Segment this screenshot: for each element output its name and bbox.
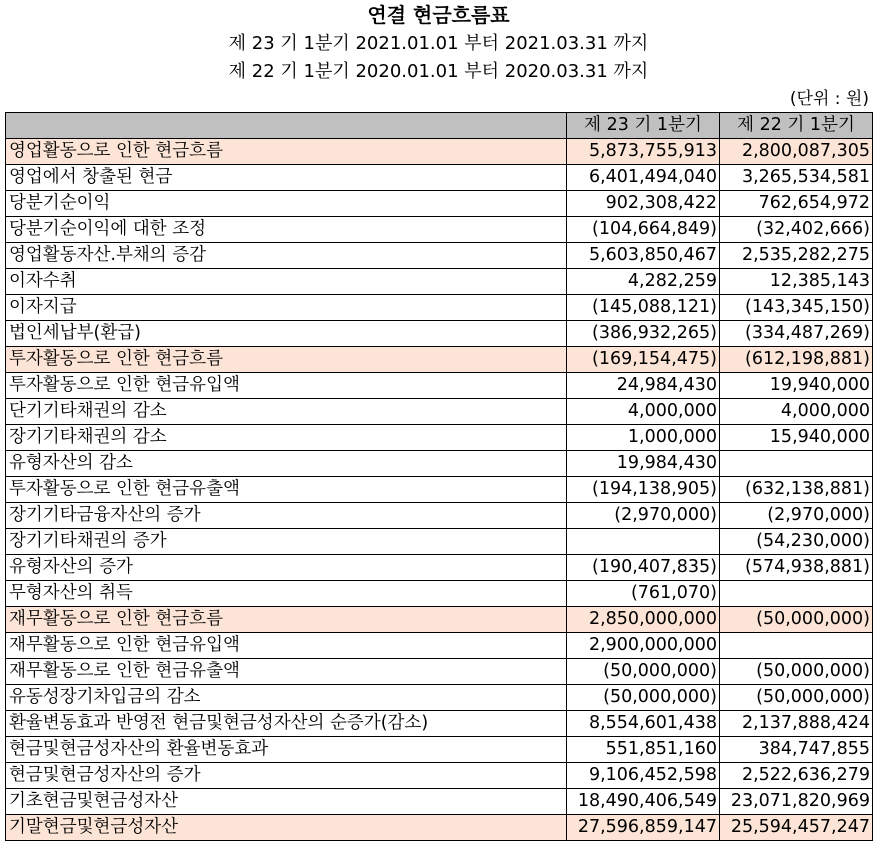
unit-label: (단위 : 원) (789, 89, 869, 109)
table-row (6, 165, 873, 191)
previous-period-value: 12,385,143 (720, 269, 873, 295)
current-period-value: 27,596,859,147 (567, 815, 720, 841)
row-label: 무형자산의 취득 (6, 581, 567, 607)
previous-period-value: 25,594,457,247 (720, 815, 873, 841)
section-row (6, 139, 873, 165)
table-row (6, 269, 873, 295)
statement-title: 연결 현금흐름표 (367, 3, 510, 27)
table-row (6, 737, 873, 763)
previous-period-value (720, 451, 873, 477)
previous-period-value: 23,071,820,969 (720, 789, 873, 815)
table-row (6, 503, 873, 529)
row-label: 단기기타채권의 감소 (6, 399, 567, 425)
current-period-value: (190,407,835) (567, 555, 720, 581)
row-label: 재무활동으로 인한 현금흐름 (6, 607, 567, 633)
row-label: 영업에서 창출된 현금 (6, 165, 567, 191)
current-period-value: 551,851,160 (567, 737, 720, 763)
row-label: 장기기타금융자산의 증가 (6, 503, 567, 529)
previous-period-value: 3,265,534,581 (720, 165, 873, 191)
row-label: 투자활동으로 인한 현금흐름 (6, 347, 567, 373)
current-period-value: (169,154,475) (567, 347, 720, 373)
row-label: 유형자산의 감소 (6, 451, 567, 477)
previous-period-value: (54,230,000) (720, 529, 873, 555)
previous-period-value: 15,940,000 (720, 425, 873, 451)
current-period-value: (104,664,849) (567, 217, 720, 243)
table-row (6, 295, 873, 321)
section-row (6, 815, 873, 841)
table-row (6, 659, 873, 685)
previous-period-value: 2,800,087,305 (720, 139, 873, 165)
row-label: 현금및현금성자산의 환율변동효과 (6, 737, 567, 763)
current-period-value: 902,308,422 (567, 191, 720, 217)
table-row (6, 711, 873, 737)
current-period-value: 4,282,259 (567, 269, 720, 295)
previous-period-value: 2,522,636,279 (720, 763, 873, 789)
table-header-row (6, 113, 873, 139)
row-label: 당분기순이익에 대한 조정 (6, 217, 567, 243)
row-label: 유동성장기차입금의 감소 (6, 685, 567, 711)
previous-period-value: 762,654,972 (720, 191, 873, 217)
row-label: 장기기타채권의 감소 (6, 425, 567, 451)
period-current: 제 23 기 1분기 2021.01.01 부터 2021.03.31 까지 (228, 33, 649, 54)
table-row (6, 477, 873, 503)
previous-period-value: (2,970,000) (720, 503, 873, 529)
cash-flow-table (5, 112, 873, 841)
table-row (6, 789, 873, 815)
row-label: 이자수취 (6, 269, 567, 295)
row-label: 영업활동으로 인한 현금흐름 (6, 139, 567, 165)
previous-period-value (720, 581, 873, 607)
header-label-column (6, 113, 567, 139)
table-row (6, 399, 873, 425)
current-period-value: (145,088,121) (567, 295, 720, 321)
table-row (6, 763, 873, 789)
table-row (6, 633, 873, 659)
row-label: 현금및현금성자산의 증가 (6, 763, 567, 789)
current-period-value: 4,000,000 (567, 399, 720, 425)
previous-period-value: (632,138,881) (720, 477, 873, 503)
current-period-value: 24,984,430 (567, 373, 720, 399)
table-row (6, 685, 873, 711)
table-row (6, 451, 873, 477)
row-label: 투자활동으로 인한 현금유입액 (6, 373, 567, 399)
row-label: 재무활동으로 인한 현금유입액 (6, 633, 567, 659)
previous-period-value: (32,402,666) (720, 217, 873, 243)
current-period-value (567, 529, 720, 555)
previous-period-value (720, 633, 873, 659)
current-period-value: 18,490,406,549 (567, 789, 720, 815)
row-label: 환율변동효과 반영전 현금및현금성자산의 순증가(감소) (6, 711, 567, 737)
table-row (6, 243, 873, 269)
table-row (6, 191, 873, 217)
row-label: 재무활동으로 인한 현금유출액 (6, 659, 567, 685)
table-row (6, 321, 873, 347)
row-label: 기말현금및현금성자산 (6, 815, 567, 841)
section-row (6, 347, 873, 373)
previous-period-value: 4,000,000 (720, 399, 873, 425)
current-period-value: (761,070) (567, 581, 720, 607)
row-label: 영업활동자산.부채의 증감 (6, 243, 567, 269)
previous-period-value: (334,487,269) (720, 321, 873, 347)
current-period-value: (2,970,000) (567, 503, 720, 529)
row-label: 유형자산의 증가 (6, 555, 567, 581)
current-period-value: (50,000,000) (567, 659, 720, 685)
current-period-value: 19,984,430 (567, 451, 720, 477)
current-period-value: 9,106,452,598 (567, 763, 720, 789)
header-current-period: 제 23 기 1분기 (567, 113, 720, 139)
previous-period-value: 2,137,888,424 (720, 711, 873, 737)
current-period-value: 5,603,850,467 (567, 243, 720, 269)
current-period-value: 1,000,000 (567, 425, 720, 451)
current-period-value: 8,554,601,438 (567, 711, 720, 737)
table-row (6, 373, 873, 399)
table-row (6, 217, 873, 243)
previous-period-value: (143,345,150) (720, 295, 873, 321)
row-label: 당분기순이익 (6, 191, 567, 217)
row-label: 이자지급 (6, 295, 567, 321)
table-row (6, 529, 873, 555)
current-period-value: (194,138,905) (567, 477, 720, 503)
previous-period-value: 2,535,282,275 (720, 243, 873, 269)
previous-period-value: (50,000,000) (720, 607, 873, 633)
header-previous-period: 제 22 기 1분기 (720, 113, 873, 139)
current-period-value: 5,873,755,913 (567, 139, 720, 165)
row-label: 법인세납부(환급) (6, 321, 567, 347)
row-label: 투자활동으로 인한 현금유출액 (6, 477, 567, 503)
previous-period-value: (574,938,881) (720, 555, 873, 581)
section-row (6, 607, 873, 633)
previous-period-value: (50,000,000) (720, 659, 873, 685)
previous-period-value: (612,198,881) (720, 347, 873, 373)
row-label: 기초현금및현금성자산 (6, 789, 567, 815)
current-period-value: 2,900,000,000 (567, 633, 720, 659)
period-previous: 제 22 기 1분기 2020.01.01 부터 2020.03.31 까지 (228, 61, 649, 82)
current-period-value: (50,000,000) (567, 685, 720, 711)
row-label: 장기기타채권의 증가 (6, 529, 567, 555)
previous-period-value: 384,747,855 (720, 737, 873, 763)
previous-period-value: 19,940,000 (720, 373, 873, 399)
previous-period-value: (50,000,000) (720, 685, 873, 711)
current-period-value: 6,401,494,040 (567, 165, 720, 191)
table-row (6, 555, 873, 581)
table-row (6, 425, 873, 451)
current-period-value: (386,932,265) (567, 321, 720, 347)
current-period-value: 2,850,000,000 (567, 607, 720, 633)
table-row (6, 581, 873, 607)
